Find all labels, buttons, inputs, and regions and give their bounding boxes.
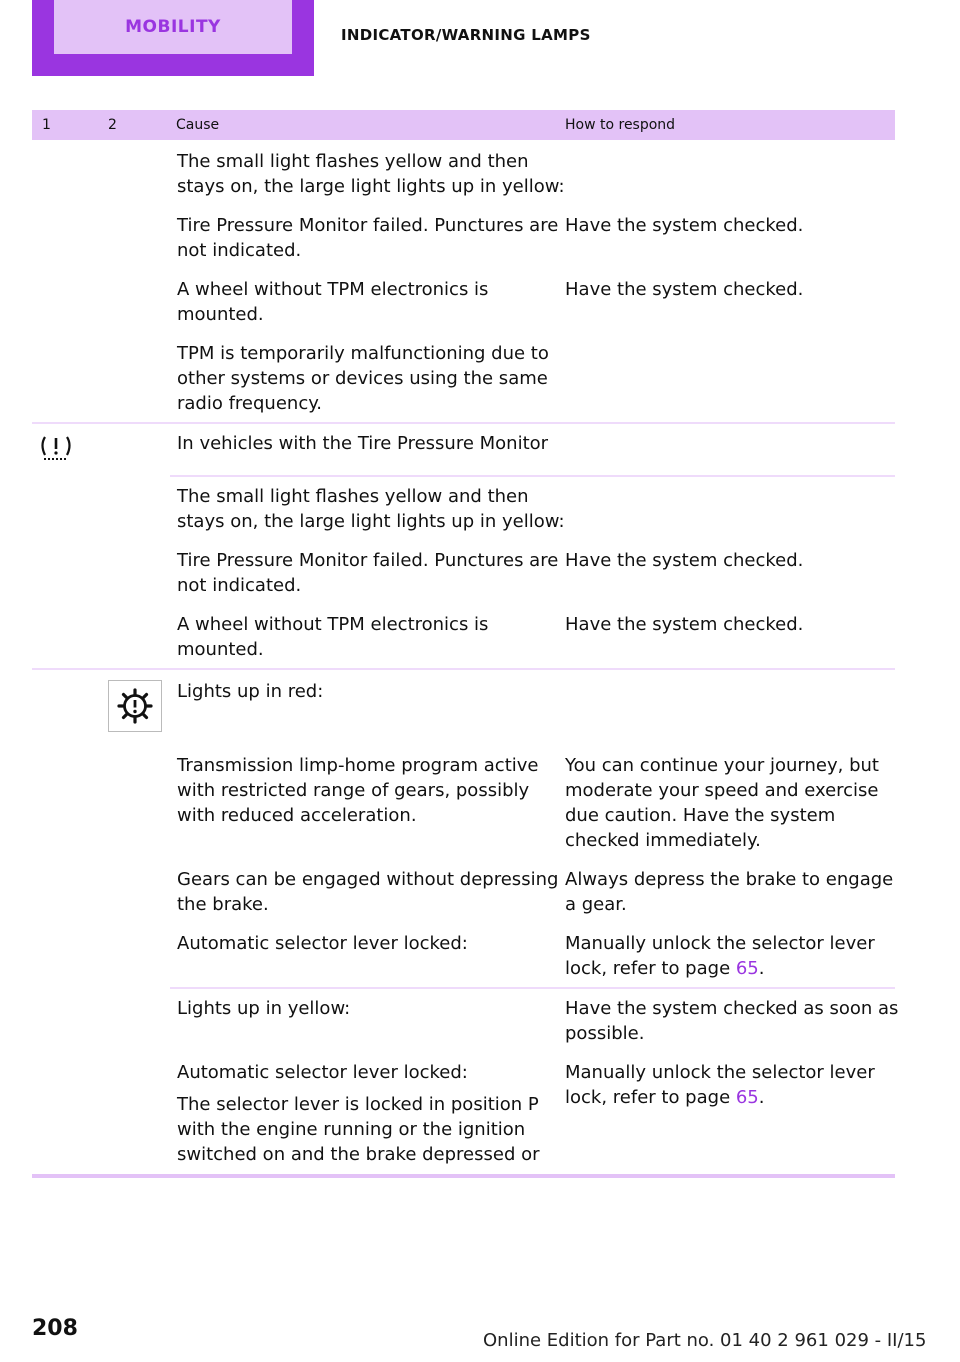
indicator-table [32, 110, 895, 140]
response-text: Have the system checked. [565, 614, 804, 635]
transmission-gear-warning-icon [108, 680, 162, 732]
response-fragment: lock, refer to page [565, 958, 736, 979]
page-header-title: INDICATOR/WARNING LAMPS [341, 26, 591, 44]
response-line: Manually unlock the selector lever [565, 1062, 875, 1083]
column-header-1: 1 [42, 117, 51, 133]
page-link[interactable]: 65 [735, 1087, 759, 1108]
response-line: Manually unlock the selector lever [565, 933, 875, 954]
cause-line: Tire Pressure Monitor failed. Punctures are [177, 550, 559, 571]
cause-text: Automatic selector lever locked: [177, 1062, 468, 1083]
cause-line: with reduced acceleration. [177, 805, 417, 826]
cause-text: Automatic selector lever locked: [177, 933, 468, 954]
cause-line: A wheel without TPM electronics is [177, 614, 489, 635]
column-header-response: How to respond [565, 117, 676, 133]
response-line [565, 956, 875, 981]
response-text [565, 753, 879, 853]
row-divider [32, 422, 895, 424]
column-header-2: 2 [108, 117, 117, 133]
response-fragment: lock, refer to page [565, 1087, 736, 1108]
cause-text: In vehicles with the Tire Pressure Monitor [177, 433, 549, 454]
section-tab-inner [54, 0, 292, 54]
cause-text [177, 277, 488, 327]
row-divider [170, 987, 895, 989]
response-line: Have the system checked as soon as [565, 998, 899, 1019]
cause-text [177, 548, 558, 598]
table-bottom-rule [32, 1174, 895, 1178]
cause-text: Lights up in yellow: [177, 998, 351, 1019]
cause-line: not indicated. [177, 240, 302, 261]
row-divider [32, 668, 895, 670]
cause-line: The selector lever is locked in position P [177, 1094, 539, 1115]
cause-line: Transmission limp-home program active [177, 755, 539, 776]
response-line [565, 1085, 875, 1110]
column-header-cause: Cause [176, 117, 220, 133]
response-line: a gear. [565, 894, 627, 915]
table-header [32, 110, 895, 140]
response-fragment: . [758, 958, 765, 979]
row-divider [170, 475, 895, 477]
cause-line: not indicated. [177, 575, 302, 596]
response-text [565, 931, 875, 981]
cause-line: The small light flashes yellow and then [177, 151, 529, 172]
response-line: possible. [565, 1023, 645, 1044]
section-tab[interactable] [32, 0, 314, 76]
cause-line: mounted. [177, 304, 264, 325]
response-line: You can continue your journey, but [565, 755, 879, 776]
cause-text [177, 149, 565, 199]
tire-pressure-warning-icon [39, 433, 73, 467]
cause-text [177, 1092, 540, 1167]
cause-line: the brake. [177, 894, 269, 915]
response-text [565, 996, 898, 1046]
response-text [565, 867, 893, 917]
response-line: due caution. Have the system [565, 805, 836, 826]
cause-text [177, 341, 549, 416]
cause-text: Lights up in red: [177, 681, 324, 702]
cause-line: stays on, the large light lights up in yellow: [177, 511, 565, 532]
cause-line: stays on, the large light lights up in yellow: [177, 176, 565, 197]
edition-footer: Online Edition for Part no. 01 40 2 961 029 - II/15 [483, 1330, 927, 1351]
response-line: Always depress the brake to engage [565, 869, 894, 890]
cause-text [177, 484, 565, 534]
response-text: Have the system checked. [565, 279, 804, 300]
cause-text [177, 612, 488, 662]
cause-text [177, 213, 558, 263]
section-tab-label: MOBILITY [125, 17, 221, 37]
cause-line: mounted. [177, 639, 264, 660]
response-line: moderate your speed and exercise [565, 780, 879, 801]
cause-line: Tire Pressure Monitor failed. Punctures are [177, 215, 559, 236]
cause-line: A wheel without TPM electronics is [177, 279, 489, 300]
cause-line: The small light flashes yellow and then [177, 486, 529, 507]
cause-line: radio frequency. [177, 393, 323, 414]
page-number: 208 [32, 1316, 78, 1341]
cause-line: other systems or devices using the same [177, 368, 548, 389]
cause-line: TPM is temporarily malfunctioning due to [177, 343, 549, 364]
cause-text [177, 753, 538, 828]
cause-line: switched on and the brake depressed or [177, 1144, 540, 1165]
response-text: Have the system checked. [565, 215, 804, 236]
cause-text [177, 867, 558, 917]
page-link[interactable]: 65 [735, 958, 759, 979]
response-text: Have the system checked. [565, 550, 804, 571]
cause-line: Gears can be engaged without depressing [177, 869, 559, 890]
response-line: checked immediately. [565, 830, 761, 851]
response-text [565, 1060, 875, 1110]
response-fragment: . [758, 1087, 765, 1108]
cause-line: with restricted range of gears, possibly [177, 780, 530, 801]
cause-line: with the engine running or the ignition [177, 1119, 526, 1140]
